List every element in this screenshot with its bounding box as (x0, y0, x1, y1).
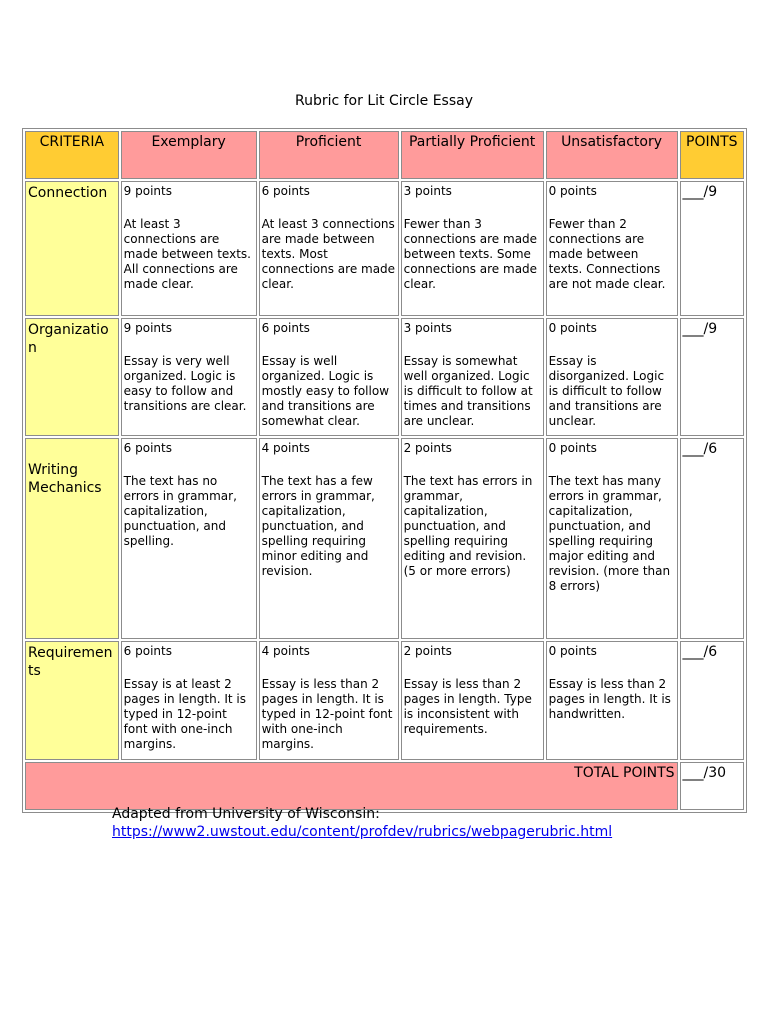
header-proficient: Proficient (259, 131, 399, 179)
table-row (25, 641, 744, 760)
points-value: 2 points (403, 644, 452, 658)
points-blank: ___/6 (680, 438, 744, 639)
points-value: 0 points (548, 184, 597, 198)
points-value: 2 points (403, 441, 452, 455)
description: Essay is very well organized. Logic is easy to follow and transitions are clear. (123, 354, 247, 413)
total-row (25, 762, 744, 810)
unsatisfactory-cell (546, 318, 678, 436)
description: Essay is somewhat well organized. Logic is difficult to follow at times and transitions are unclear. (403, 354, 533, 428)
points-value: 3 points (403, 321, 452, 335)
criteria-label: Connection (25, 181, 119, 316)
description: Essay is less than 2 pages in length. It is handwritten. (548, 677, 671, 721)
points-blank: ___/9 (680, 318, 744, 436)
description: At least 3 connections are made between texts. All connections are made clear. (123, 217, 251, 291)
description: Essay is disorganized. Logic is difficult to follow and transitions are unclear. (548, 354, 665, 428)
proficient-cell (259, 318, 399, 436)
rubric-table (22, 128, 747, 813)
points-value: 6 points (123, 441, 172, 455)
description: The text has many errors in grammar, capitalization, punctuation, and spelling requiring major editing and revision. (more than 8 errors) (548, 474, 671, 593)
header-criteria: CRITERIA (25, 131, 119, 179)
attribution-text: Adapted from University of Wisconsin: (112, 806, 380, 822)
points-value: 0 points (548, 321, 597, 335)
description: The text has no errors in grammar, capitalization, punctuation, and spelling. (123, 474, 237, 548)
source-link[interactable]: https://www2.uwstout.edu/content/profdev/rubrics/webpagerubric.html (112, 824, 613, 840)
points-value: 4 points (261, 441, 310, 455)
attribution (112, 805, 612, 841)
description: Fewer than 3 connections are made between texts. Some connections are made clear. (403, 217, 538, 291)
points-blank: ___/9 (680, 181, 744, 316)
table-row (25, 181, 744, 316)
table-row (25, 438, 744, 639)
criteria-label: Organization (25, 318, 119, 436)
proficient-cell (259, 181, 399, 316)
partially-proficient-cell (401, 318, 544, 436)
unsatisfactory-cell (546, 438, 678, 639)
points-value: 0 points (548, 644, 597, 658)
header-partially-proficient: Partially Proficient (401, 131, 544, 179)
points-value: 6 points (261, 321, 310, 335)
unsatisfactory-cell (546, 641, 678, 760)
description: Essay is well organized. Logic is mostly easy to follow and transitions are somewhat clear. (261, 354, 390, 428)
header-row (25, 131, 744, 179)
criteria-label: Requirements (25, 641, 119, 760)
header-points: POINTS (680, 131, 744, 179)
total-points-label: TOTAL POINTS (25, 762, 678, 810)
points-blank: ___/6 (680, 641, 744, 760)
exemplary-cell (121, 438, 257, 639)
unsatisfactory-cell (546, 181, 678, 316)
description: Essay is less than 2 pages in length. Type is inconsistent with requirements. (403, 677, 532, 736)
points-value: 4 points (261, 644, 310, 658)
proficient-cell (259, 438, 399, 639)
partially-proficient-cell (401, 438, 544, 639)
exemplary-cell (121, 181, 257, 316)
header-unsatisfactory: Unsatisfactory (546, 131, 678, 179)
points-value: 3 points (403, 184, 452, 198)
partially-proficient-cell (401, 641, 544, 760)
description: At least 3 connections are made between texts. Most connections are made clear. (261, 217, 396, 291)
description: The text has a few errors in grammar, capitalization, punctuation, and spelling requiring minor editing and revision. (261, 474, 375, 578)
proficient-cell (259, 641, 399, 760)
description: The text has errors in grammar, capitalization, punctuation, and spelling requiring editing and revision. (5 or more errors) (403, 474, 533, 578)
description: Essay is less than 2 pages in length. It is typed in 12-point font with one-inch margins. (261, 677, 393, 751)
header-exemplary: Exemplary (121, 131, 257, 179)
points-value: 6 points (123, 644, 172, 658)
table-row (25, 318, 744, 436)
description: Fewer than 2 connections are made between texts. Connections are not made clear. (548, 217, 666, 291)
points-value: 6 points (261, 184, 310, 198)
criteria-label: Writing Mechanics (25, 438, 119, 639)
page-title: Rubric for Lit Circle Essay (294, 93, 474, 109)
points-value: 9 points (123, 321, 172, 335)
description: Essay is at least 2 pages in length. It is typed in 12-point font with one-inch margins. (123, 677, 246, 751)
exemplary-cell (121, 318, 257, 436)
total-points-blank: ___/30 (680, 762, 744, 810)
points-value: 9 points (123, 184, 172, 198)
exemplary-cell (121, 641, 257, 760)
partially-proficient-cell (401, 181, 544, 316)
points-value: 0 points (548, 441, 597, 455)
